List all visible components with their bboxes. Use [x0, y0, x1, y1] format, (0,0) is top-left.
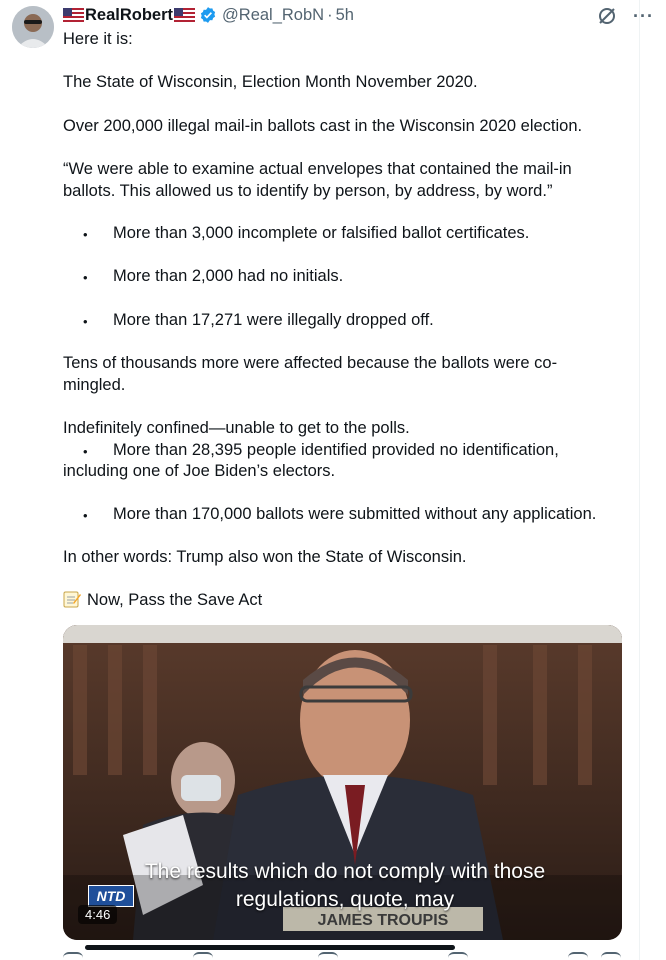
- text-line: The State of Wisconsin, Election Month November 2020.: [63, 73, 478, 91]
- text-line: ballots. This allowed us to identify by person, by address, by word.”: [63, 182, 553, 200]
- channel-logo: NTD: [88, 885, 134, 907]
- more-options-icon[interactable]: ···: [633, 5, 654, 26]
- separator-dot: ·: [327, 5, 333, 24]
- bullet-marker: •: [83, 508, 88, 523]
- bullet-item: More than 28,395 people identified provided no identification,: [113, 441, 559, 459]
- us-flag-icon: [63, 8, 84, 22]
- lower-third-name: JAMES TROUPIS: [317, 912, 449, 929]
- text-line: Now, Pass the Save Act: [87, 591, 263, 609]
- repost-icon[interactable]: [193, 952, 213, 960]
- bullet-item: More than 2,000 had no initials.: [113, 267, 344, 285]
- video-duration: 4:46: [78, 905, 117, 924]
- caption-line: The results which do not comply with those: [144, 860, 546, 883]
- text-line: In other words: Trump also won the State of Wisconsin.: [63, 548, 467, 566]
- like-icon[interactable]: [318, 952, 338, 960]
- verified-badge-icon: [199, 6, 217, 24]
- bullet-item: More than 17,271 were illegally dropped off.: [113, 311, 434, 329]
- video-caption: [120, 858, 570, 914]
- reply-icon[interactable]: [63, 952, 83, 960]
- text-line: Indefinitely confined—unable to get to the polls.: [63, 419, 410, 437]
- post-header: [63, 4, 654, 26]
- bookmark-icon[interactable]: [568, 952, 588, 960]
- text-line: Over 200,000 illegal mail-in ballots cast in the Wisconsin 2020 election.: [63, 117, 583, 135]
- text-line: “We were able to examine actual envelopes that contained the mail-in: [63, 160, 572, 178]
- post-action-bar: [63, 952, 623, 960]
- memo-emoji-icon: [63, 590, 81, 608]
- us-flag-icon: [174, 8, 195, 22]
- bullet-item: More than 170,000 ballots were submitted without any application.: [113, 505, 597, 523]
- bullet-marker: •: [83, 270, 88, 285]
- text-line: Here it is:: [63, 30, 133, 48]
- right-panel-edge: [639, 0, 666, 960]
- caption-line: regulations, quote, may: [235, 888, 455, 911]
- bullet-marker: •: [83, 314, 88, 329]
- video-progress-bar[interactable]: [85, 945, 455, 950]
- text-line: Tens of thousands more were affected because the ballots were co-: [63, 354, 558, 372]
- display-name[interactable]: RealRobert: [85, 5, 174, 24]
- bullet-marker: •: [83, 227, 88, 242]
- avatar[interactable]: [12, 6, 54, 48]
- grok-icon[interactable]: [595, 4, 619, 28]
- text-line: including one of Joe Biden’s electors.: [63, 462, 336, 480]
- views-icon[interactable]: [448, 952, 468, 960]
- bullet-marker: •: [83, 444, 88, 459]
- bullet-item: More than 3,000 incomplete or falsified ballot certificates.: [113, 224, 530, 242]
- share-icon[interactable]: [601, 952, 621, 960]
- text-line-with-emoji: [63, 589, 262, 611]
- user-handle[interactable]: @Real_RobN: [222, 5, 325, 24]
- post-timestamp[interactable]: 5h: [335, 5, 354, 24]
- text-line: mingled.: [63, 376, 126, 394]
